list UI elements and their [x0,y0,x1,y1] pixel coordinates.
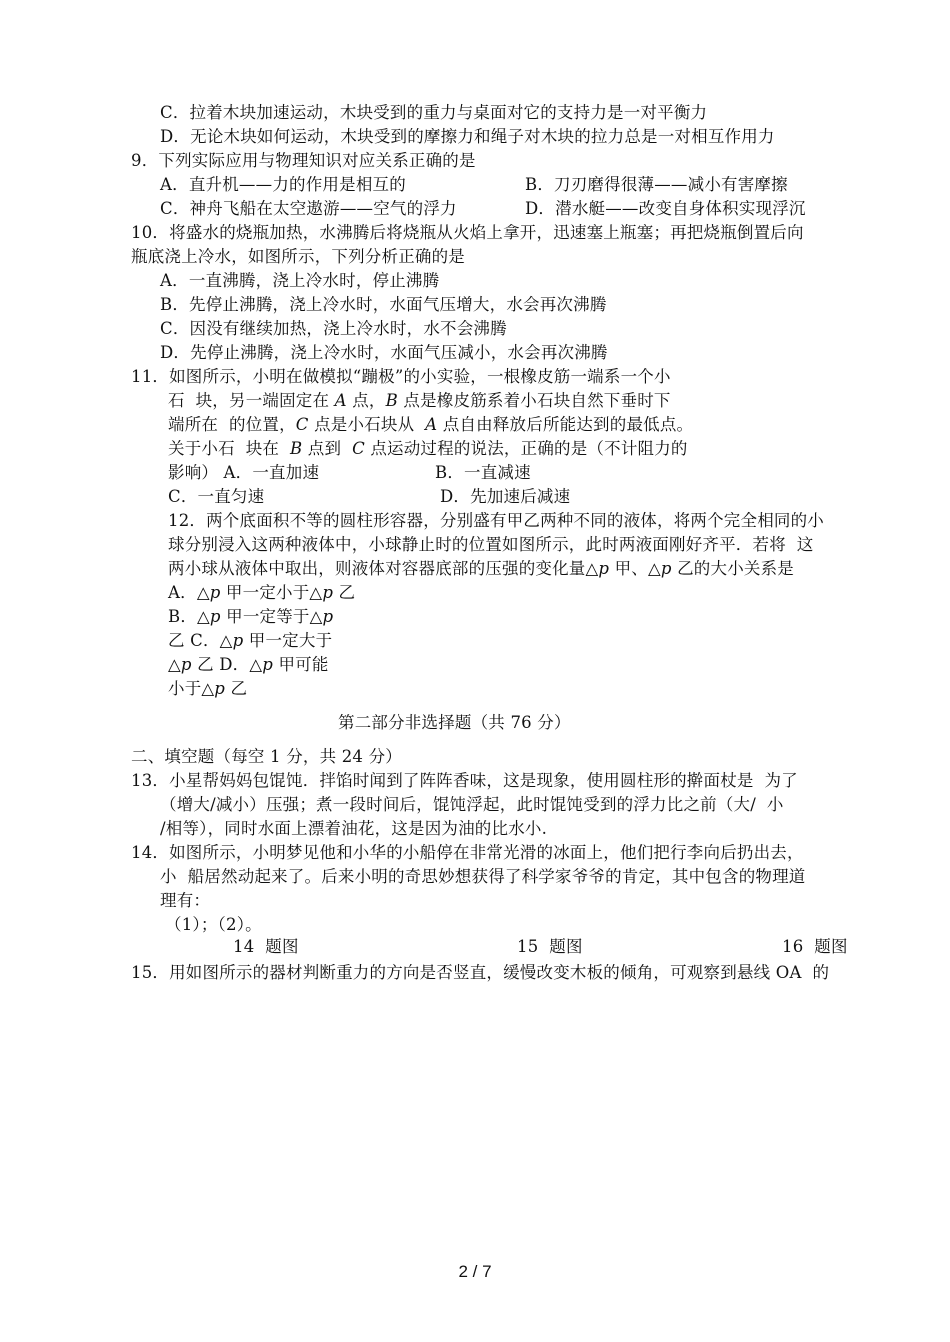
q10-stem-line2: 瓶底浇上冷水，如图所示，下列分析正确的是 [131,247,465,266]
q9-stem: 9．下列实际应用与物理知识对应关系正确的是 [131,151,476,170]
q15-line1: 15．用如图所示的器材判断重力的方向是否竖直，缓慢改变木板的倾角，可观察到悬线 OA 的 [131,963,830,982]
q12-option-d-cont: 小于△p 乙 [168,679,248,698]
q8-option-d: D．无论木块如何运动，木块受到的摩擦力和绳子对木块的拉力总是一对相互作用力 [160,127,775,146]
q10-stem-line1: 10．将盛水的烧瓶加热，水沸腾后将烧瓶从火焰上拿开，迅速塞上瓶塞；再把烧瓶倒置后向 [131,223,804,242]
q12-option-c: 乙 C．△p 甲一定大于 [168,631,333,650]
q14-line4: （1）；（2）。 [165,915,262,934]
q10-option-c: C．因没有继续加热，浇上冷水时，水不会沸腾 [160,319,507,338]
section-fill-blank: 二、填空题（每空 1 分，共 24 分） [131,747,402,766]
q13-line3: /相等），同时水面上漂着油花，这是因为油的比水小. [160,819,548,838]
q11-stem-line2: 石 块，另一端固定在 A 点，B 点是橡皮筋系着小石块自然下垂时下 [168,391,671,410]
q14-line1: 14．如图所示，小明梦见他和小华的小船停在非常光滑的冰面上，他们把行李向后扔出去， [131,843,804,862]
q9-option-c: C．神舟飞船在太空遨游——空气的浮力 [160,199,457,218]
q11-stem-line4: 关于小石 块在 B 点到 C 点运动过程的说法，正确的是（不计阻力的 [168,439,688,458]
q12-option-a: A．△p 甲一定小于△p 乙 [168,583,356,602]
q11-stem-line3: 端所在 的位置，C 点是小石块从 A 点自由释放后所能达到的最低点。 [168,415,694,434]
fig15-caption: 15 题图 [517,937,583,956]
q11-option-b: B．一直减速 [435,463,531,482]
part2-title: 第二部分非选择题（共 76 分） [338,713,571,732]
q11-stem-line1: 11．如图所示，小明在做模拟“蹦极”的小实验，一根橡皮筋一端系一个小 [131,367,671,386]
q8-option-c: C．拉着木块加速运动，木块受到的重力与桌面对它的支持力是一对平衡力 [160,103,708,122]
q10-option-a: A．一直沸腾，浇上冷水时，停止沸腾 [160,271,440,290]
fig14-caption: 14 题图 [233,937,299,956]
q12-stem-line3: 两小球从液体中取出，则液体对容器底部的压强的变化量△p 甲、△p 乙的大小关系是 [168,559,795,578]
q11-option-d: D．先加速后减速 [440,487,571,506]
q12-option-b: B．△p 甲一定等于△p [168,607,334,626]
q10-option-d: D．先停止沸腾，浇上冷水时，水面气压减小，水会再次沸腾 [160,343,608,362]
page-number: 2 / 7 [458,1262,492,1281]
q9-option-a: A．直升机——力的作用是相互的 [160,175,406,194]
q9-option-d: D．潜水艇——改变自身体积实现浮沉 [525,199,806,218]
q11-option-c: C．一直匀速 [168,487,265,506]
q12-option-d: △p 乙 D．△p 甲可能 [168,655,329,674]
q10-option-b: B．先停止沸腾，浇上冷水时，水面气压增大，水会再次沸腾 [160,295,607,314]
q13-line1: 13．小星帮妈妈包馄饨．拌馅时闻到了阵阵香味，这是现象，使用圆柱形的擀面杖是 为了 [131,771,798,790]
q14-line2: 小 船居然动起来了。后来小明的奇思妙想获得了科学家爷爷的肯定，其中包含的物理道 [160,867,806,886]
q13-line2: （增大/减小）压强；煮一段时间后，馄饨浮起，此时馄饨受到的浮力比之前（大/ 小 [160,795,784,814]
q11-option-a: 影响） A．一直加速 [168,463,320,482]
fig16-caption: 16 题图 [782,937,848,956]
q12-stem-line1: 12．两个底面积不等的圆柱形容器，分别盛有甲乙两种不同的液体，将两个完全相同的小 [168,511,824,530]
q12-stem-line2: 球分别浸入这两种液体中，小球静止时的位置如图所示，此时两液面刚好齐平．若将 这 [168,535,814,554]
q9-option-b: B．刀刃磨得很薄——减小有害摩擦 [525,175,788,194]
q14-line3: 理有： [160,891,211,910]
